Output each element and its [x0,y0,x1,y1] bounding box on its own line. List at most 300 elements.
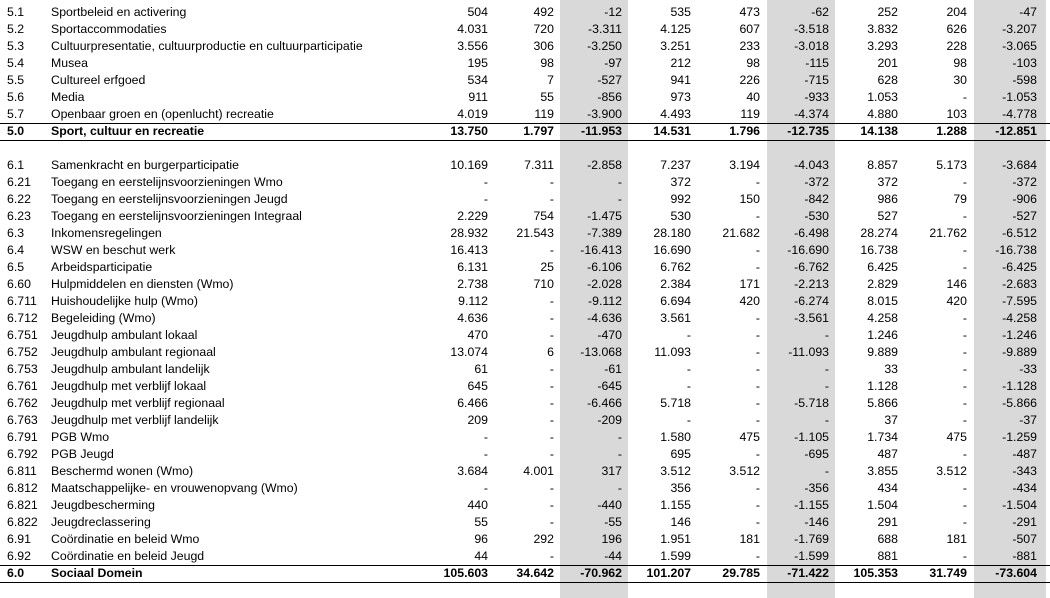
value-cell: 150 [739,192,760,206]
row-label: Jeugdbescherming [51,498,155,512]
value-cell: -6.274 [794,294,829,308]
value-cell: - [962,362,967,376]
value-cell: - [483,175,488,189]
value-cell: -1.105 [794,430,829,444]
value-cell: - [755,549,760,563]
value-cell: - [824,464,829,478]
row-label: Musea [51,56,88,70]
value-cell: 1.796 [729,124,760,138]
value-cell: -61 [604,362,622,376]
value-cell: 119 [534,107,554,121]
value-cell: -842 [804,192,829,206]
value-cell: - [755,396,760,410]
value-cell: -44 [604,549,622,563]
row-label: Samenkracht en burgerparticipatie [51,158,239,172]
value-cell: - [962,209,967,223]
value-cell: 55 [474,515,488,529]
value-cell: 5.173 [936,158,967,172]
value-cell: - [549,396,554,410]
row-label: Jeugdhulp ambulant lokaal [51,328,198,342]
table-row [0,497,1050,514]
row-code: 6.812 [7,481,38,495]
value-cell: 492 [533,5,554,19]
value-cell: - [962,345,967,359]
value-cell: -372 [804,175,829,189]
table-row [0,480,1050,497]
value-cell: 4.019 [457,107,488,121]
table-row [0,344,1050,361]
value-cell: -146 [804,515,829,529]
value-cell: 3.684 [457,464,488,478]
value-cell: 2.829 [867,277,898,291]
value-cell: -6.762 [794,260,829,274]
row-label: Toegang en eerstelijnsvoorzieningen Integraal [51,209,302,223]
value-cell: 9.889 [867,345,898,359]
row-code: 5.5 [7,73,25,87]
value-cell: -47 [1019,5,1037,19]
value-cell: - [686,328,691,342]
value-cell: 14.531 [653,124,691,138]
value-cell: - [824,379,829,393]
value-cell: -1.155 [794,498,829,512]
value-cell: - [962,379,967,393]
value-cell: - [549,430,554,444]
budget-table [0,4,1050,582]
value-cell: -4.258 [1002,311,1037,325]
table-row [0,259,1050,276]
value-cell: 3.512 [936,464,967,478]
value-cell: - [549,549,554,563]
value-cell: -103 [1012,56,1037,70]
row-label: Coördinatie en beleid Jeugd [51,549,205,563]
value-cell: - [755,243,760,257]
value-cell: -527 [1012,209,1037,223]
value-cell: -715 [804,73,829,87]
row-label: Cultureel erfgoed [51,73,146,87]
value-cell: 31.749 [929,566,967,580]
value-cell: 1.734 [867,430,898,444]
value-cell: 1.155 [660,498,691,512]
value-cell: 4.001 [523,464,554,478]
row-code: 6.21 [7,175,31,189]
value-cell: - [962,243,967,257]
value-cell: 209 [467,413,488,427]
value-cell: 626 [946,22,967,36]
row-code: 6.822 [7,515,38,529]
value-cell: 21.762 [929,226,967,240]
value-cell: 291 [877,515,898,529]
value-cell: 3.512 [729,464,760,478]
table-row [0,21,1050,38]
value-cell: - [824,413,829,427]
value-cell: - [686,379,691,393]
value-cell: 16.413 [450,243,488,257]
value-cell: - [755,260,760,274]
value-cell: 440 [467,498,488,512]
value-cell: 941 [670,73,691,87]
value-cell: 434 [877,481,898,495]
row-label: Openbaar groen en (openlucht) recreatie [51,107,274,121]
value-cell: 986 [877,192,898,206]
value-cell: - [755,413,760,427]
value-cell: -97 [604,56,622,70]
value-cell: 6.131 [457,260,488,274]
total-row [0,565,1050,582]
table-row [0,191,1050,208]
row-label: PGB Wmo [51,430,110,444]
value-cell: 6 [547,345,554,359]
row-code: 6.92 [7,549,31,563]
value-cell: 973 [670,90,691,104]
value-cell: - [755,345,760,359]
value-cell: 530 [670,209,691,223]
row-label: WSW en beschut werk [51,243,176,257]
table-row [0,293,1050,310]
value-cell: - [962,396,967,410]
value-cell: - [549,515,554,529]
value-cell: 3.832 [867,22,898,36]
value-cell: -7.595 [1002,294,1037,308]
value-cell: 534 [467,73,488,87]
table-row [0,531,1050,548]
table-row [0,395,1050,412]
value-cell: 710 [533,277,554,291]
value-cell: 44 [474,549,488,563]
table-row [0,276,1050,293]
value-cell: 372 [877,175,898,189]
value-cell: -12.851 [995,124,1037,138]
value-cell: -4.778 [1002,107,1037,121]
value-cell: 535 [670,5,691,19]
table-row [0,106,1050,123]
value-cell: 3.251 [660,39,691,53]
value-cell: 292 [533,532,554,546]
value-cell: -16.738 [995,243,1037,257]
row-label: Media [51,90,85,104]
row-label: Coördinatie en beleid Wmo [51,532,200,546]
row-code: 6.1 [7,158,25,172]
row-code: 6.60 [7,277,31,291]
row-code: 6.712 [7,311,38,325]
value-cell: - [962,413,967,427]
value-cell: - [962,311,967,325]
value-cell: -291 [1012,515,1037,529]
row-label: Jeugdhulp met verblijf landelijk [51,413,219,427]
value-cell: - [755,362,760,376]
value-cell: 695 [670,447,691,461]
value-cell: - [483,481,488,495]
value-cell: 4.258 [867,311,898,325]
value-cell: -3.684 [1002,158,1037,172]
value-cell: 2.229 [457,209,488,223]
row-code: 5.2 [7,22,25,36]
row-label: Inkomensregelingen [51,226,162,240]
table-row [0,89,1050,106]
value-cell: 1.053 [867,90,898,104]
value-cell: 16.738 [860,243,898,257]
value-cell: -3.561 [794,311,829,325]
value-cell: - [617,481,622,495]
row-code: 6.752 [7,345,38,359]
value-cell: -434 [1012,481,1037,495]
value-cell: -3.311 [588,22,622,36]
table-row [0,378,1050,395]
value-cell: 11.093 [654,345,691,359]
row-code: 6.23 [7,209,31,223]
value-cell: -115 [805,56,829,70]
value-cell: 645 [467,379,488,393]
value-cell: -356 [804,481,829,495]
value-cell: - [483,192,488,206]
value-cell: - [755,498,760,512]
value-cell: -62 [811,5,829,19]
row-code: 6.791 [7,430,38,444]
table-row [0,463,1050,480]
value-cell: 105.603 [443,566,488,580]
value-cell: - [549,379,554,393]
value-cell: -70.962 [580,566,622,580]
value-cell: 16.690 [653,243,691,257]
value-cell: 28.180 [653,226,691,240]
value-cell: 720 [533,22,554,36]
value-cell: -6.498 [794,226,829,240]
value-cell: - [549,362,554,376]
value-cell: -645 [597,379,622,393]
row-label: Sportaccommodaties [51,22,167,36]
total-row [0,123,1050,140]
value-cell: -507 [1012,532,1037,546]
value-cell: - [755,311,760,325]
table-row [0,412,1050,429]
value-cell: 317 [601,464,622,478]
value-cell: -440 [597,498,622,512]
value-cell: 28.274 [860,226,898,240]
value-cell: 7.311 [524,158,554,172]
table-row [0,174,1050,191]
value-cell: - [962,328,967,342]
value-cell: -1.504 [1002,498,1037,512]
value-cell: -7.389 [587,226,622,240]
value-cell: 7.237 [660,158,691,172]
value-cell: 607 [739,22,760,36]
value-cell: -6.512 [1002,226,1037,240]
value-cell: - [549,243,554,257]
value-cell: 688 [877,532,898,546]
row-label: Begeleiding (Wmo) [51,311,156,325]
value-cell: - [755,481,760,495]
value-cell: -695 [804,447,829,461]
value-cell: 79 [953,192,967,206]
row-code: 5.0 [7,124,25,138]
value-cell: 13.750 [450,124,488,138]
value-cell: -6.106 [587,260,622,274]
row-code: 5.1 [7,5,25,19]
value-cell: - [483,447,488,461]
value-cell: -906 [1012,192,1037,206]
value-cell: -13.068 [580,345,622,359]
value-cell: - [755,328,760,342]
value-cell: 3.556 [457,39,488,53]
value-cell: 146 [670,515,691,529]
value-cell: -33 [1019,362,1037,376]
value-cell: - [549,192,554,206]
value-cell: 6.694 [660,294,691,308]
row-code: 6.821 [7,498,38,512]
value-cell: 181 [739,532,760,546]
value-cell: - [686,362,691,376]
table-row [0,361,1050,378]
value-cell: 1.580 [660,430,691,444]
value-cell: 4.636 [457,311,488,325]
value-cell: - [483,430,488,444]
value-cell: 475 [739,430,760,444]
value-cell: - [549,447,554,461]
value-cell: 1.128 [867,379,898,393]
value-cell: - [617,430,622,444]
value-cell: 30 [953,73,967,87]
value-cell: -5.866 [1002,396,1037,410]
row-label: Sociaal Domein [51,566,143,580]
value-cell: - [824,362,829,376]
value-cell: -9.889 [1002,345,1037,359]
row-code: 6.22 [7,192,31,206]
row-code: 6.0 [7,566,25,580]
value-cell: -5.718 [794,396,829,410]
value-cell: -16.413 [580,243,622,257]
row-label: Beschermd wonen (Wmo) [51,464,194,478]
row-label: Cultuurpresentatie, cultuurproductie en cultuurparticipatie [51,39,363,53]
row-code: 6.761 [7,379,38,393]
value-cell: 6.466 [457,396,488,410]
row-label: PGB Jeugd [51,447,114,461]
value-cell: - [686,413,691,427]
value-cell: 171 [739,277,760,291]
value-cell: 98 [540,56,554,70]
value-cell: 3.855 [867,464,898,478]
value-cell: - [755,379,760,393]
value-cell: 473 [739,5,760,19]
value-cell: -2.858 [587,158,622,172]
value-cell: -209 [597,413,622,427]
value-cell: 487 [877,447,898,461]
table-row [0,514,1050,531]
value-cell: 420 [739,294,760,308]
value-cell: - [962,481,967,495]
value-cell: 252 [877,5,898,19]
value-cell: 212 [670,56,691,70]
value-cell: -3.900 [587,107,622,121]
table-row [0,55,1050,72]
row-label: Hulpmiddelen en diensten (Wmo) [51,277,234,291]
value-cell: 55 [540,90,554,104]
value-cell: -3.518 [794,22,829,36]
value-cell: -372 [1012,175,1037,189]
value-cell: -1.769 [794,532,829,546]
row-code: 5.3 [7,39,25,53]
row-label: Maatschappelijke- en vrouwenopvang (Wmo) [51,481,298,495]
value-cell: -933 [804,90,829,104]
value-cell: 228 [946,39,967,53]
value-cell: - [962,498,967,512]
value-cell: -1.599 [794,549,829,563]
value-cell: -12.735 [787,124,829,138]
value-cell: 881 [877,549,898,563]
value-cell: - [962,515,967,529]
value-cell: -1.246 [1002,328,1037,342]
value-cell: -527 [597,73,622,87]
value-cell: -343 [1012,464,1037,478]
value-cell: 3.512 [660,464,691,478]
value-cell: 527 [877,209,898,223]
value-cell: -598 [1012,73,1037,87]
value-cell: 9.112 [458,294,488,308]
value-cell: 37 [884,413,898,427]
value-cell: - [549,175,554,189]
value-cell: -73.604 [995,566,1037,580]
table-row [0,429,1050,446]
value-cell: 14.138 [860,124,898,138]
value-cell: 2.738 [457,277,488,291]
value-cell: -2.683 [1002,277,1037,291]
value-cell: - [549,294,554,308]
value-cell: 196 [601,532,622,546]
value-cell: 4.125 [660,22,691,36]
value-cell: 5.866 [867,396,898,410]
row-code: 5.4 [7,56,25,70]
row-code: 6.5 [7,260,25,274]
value-cell: -4.636 [587,311,622,325]
row-label: Toegang en eerstelijnsvoorzieningen Jeugd [51,192,288,206]
row-label: Jeugdhulp met verblijf regionaal [51,396,225,410]
row-code: 6.751 [7,328,38,342]
value-cell: -16.690 [787,243,829,257]
value-cell: 475 [946,430,967,444]
row-code: 6.792 [7,447,38,461]
table-row [0,310,1050,327]
value-cell: -530 [804,209,829,223]
value-cell: 992 [670,192,691,206]
table-row [0,242,1050,259]
value-cell: - [549,413,554,427]
value-cell: 4.031 [457,22,488,36]
value-cell: -9.112 [588,294,622,308]
value-cell: - [755,175,760,189]
value-cell: 8.015 [867,294,898,308]
value-cell: 195 [467,56,488,70]
value-cell: - [549,498,554,512]
value-cell: 8.857 [867,158,898,172]
value-cell: -1.128 [1002,379,1037,393]
value-cell: -856 [597,90,622,104]
value-cell: 204 [946,5,967,19]
row-code: 6.811 [7,464,37,478]
value-cell: 61 [474,362,488,376]
value-cell: -1.259 [1002,430,1037,444]
value-cell: - [962,90,967,104]
value-cell: 754 [533,209,554,223]
row-label: Sportbeleid en activering [51,5,187,19]
value-cell: 201 [877,56,898,70]
table-row [0,208,1050,225]
value-cell: 504 [467,5,488,19]
value-cell: 103 [946,107,967,121]
value-cell: -3.065 [1002,39,1037,53]
value-cell: 911 [468,90,488,104]
row-code: 5.6 [7,90,25,104]
value-cell: -1.475 [587,209,622,223]
value-cell: 372 [670,175,691,189]
value-cell: 40 [746,90,760,104]
